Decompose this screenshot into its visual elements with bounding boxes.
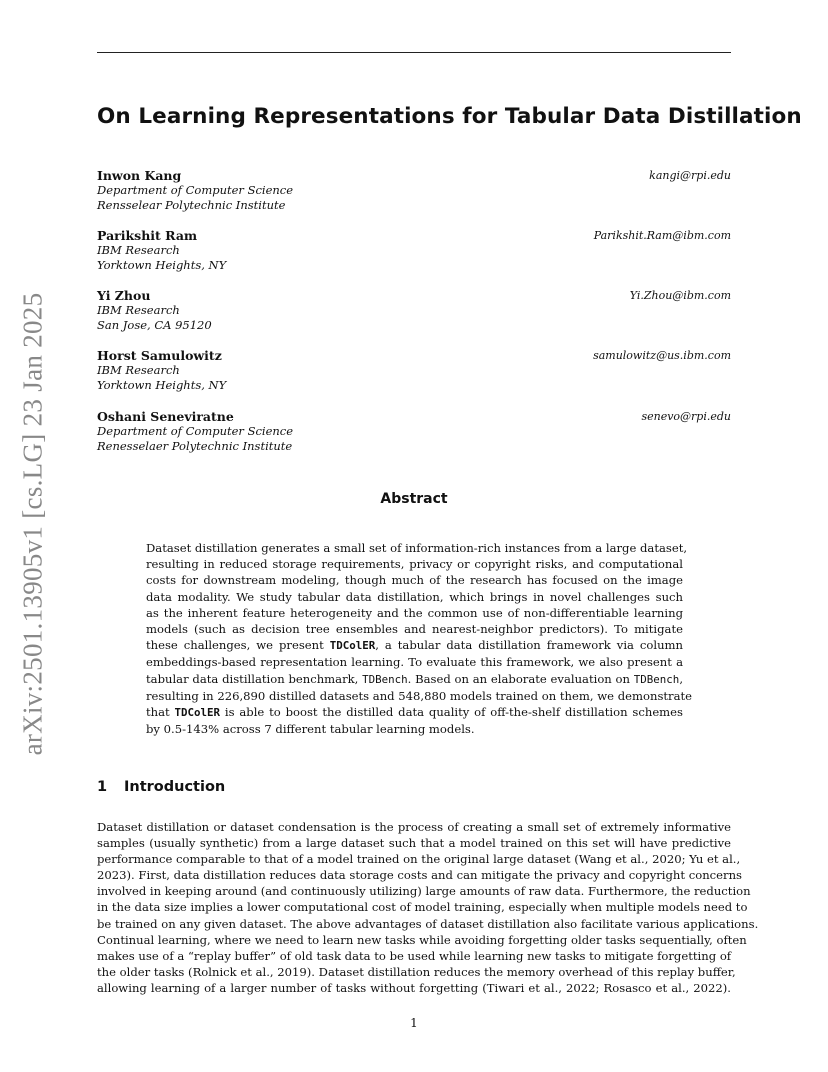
abstract-line bbox=[146, 671, 683, 688]
author-location: Yorktown Heights, NY bbox=[97, 258, 227, 272]
introduction-line: performance comparable to that of a model trained on the original large dataset (Wang et al., 2020; Yu et al., bbox=[97, 852, 741, 867]
author-affiliation: Department of Computer Science bbox=[97, 424, 294, 438]
author-affiliation: IBM Research bbox=[97, 303, 180, 317]
abstract-text: these challenges, we present bbox=[146, 638, 330, 653]
abstract-body bbox=[146, 540, 693, 737]
introduction-line: 2023). First, data distillation reduces data storage costs and can mitigate the privacy and copyright concerns bbox=[97, 868, 742, 883]
top-rule bbox=[97, 52, 731, 53]
paper-title: On Learning Representations for Tabular Data Distillation bbox=[97, 104, 802, 129]
section-title: Introduction bbox=[124, 779, 226, 795]
author-affiliation: IBM Research bbox=[97, 243, 180, 257]
author-location: San Jose, CA 95120 bbox=[97, 318, 212, 332]
author-email[interactable]: Parikshit.Ram@ibm.com bbox=[593, 229, 731, 242]
abstract-line bbox=[146, 540, 688, 556]
abstract-text: Dataset distillation generates a small set of information-rich instances from a large dataset, bbox=[146, 541, 688, 555]
author-block bbox=[97, 348, 731, 393]
abstract-line bbox=[146, 572, 683, 588]
author-location: Yorktown Heights, NY bbox=[97, 378, 227, 392]
abstract-text: is able to boost the distilled data quality of off-the-shelf distillation schemes bbox=[220, 705, 683, 720]
introduction-line: Continual learning, where we need to learn new tasks while avoiding forgetting older tasks sequentially, often bbox=[97, 932, 747, 947]
arxiv-watermark: arXiv:2501.13905v1 [cs.LG] 23 Jan 2025 bbox=[17, 292, 48, 756]
abstract-text: embeddings-based representation learning. To evaluate this framework, we also present a bbox=[146, 655, 683, 670]
author-email[interactable]: kangi@rpi.edu bbox=[649, 169, 731, 182]
abstract-text: by 0.5-143% across 7 different tabular learning models. bbox=[146, 722, 475, 737]
introduction-line: involved in keeping around (and continuously utilizing) large amounts of raw data. Furthermore, the reduction bbox=[97, 884, 751, 899]
author-affiliation: Department of Computer Science bbox=[97, 183, 294, 197]
introduction-body bbox=[97, 819, 759, 996]
author-location: Rensselear Polytechnic Institute bbox=[97, 198, 286, 212]
author-email[interactable]: senevo@rpi.edu bbox=[641, 410, 731, 423]
author-name: Parikshit Ram bbox=[97, 228, 198, 243]
page-number: 1 bbox=[410, 1016, 418, 1030]
abstract-text: resulting in reduced storage requirements, privacy or copyright risks, and computational bbox=[146, 557, 683, 572]
introduction-line: samples (usually synthetic) from a large dataset such that a model trained on this set will have predictive bbox=[97, 836, 731, 851]
abstract-line bbox=[146, 637, 683, 654]
abstract-text: resulting in 226,890 distilled datasets and 548,880 models trained on them, we demonstrate bbox=[146, 688, 693, 703]
system-name: TDBench bbox=[362, 672, 408, 686]
author-email[interactable]: Yi.Zhou@ibm.com bbox=[629, 289, 731, 302]
abstract-heading: Abstract bbox=[380, 491, 448, 507]
introduction-line: in the data size implies a lower computational cost of model training, especially when multiple models need to bbox=[97, 900, 748, 915]
section-number: 1 bbox=[97, 779, 108, 795]
author-block bbox=[97, 228, 731, 273]
abstract-line bbox=[146, 589, 683, 605]
author-name: Inwon Kang bbox=[97, 168, 182, 183]
system-name: TDColER bbox=[329, 639, 376, 653]
author-block bbox=[97, 409, 731, 454]
abstract-text: costs for downstream modeling, though much of the research has focused on the image bbox=[146, 573, 683, 588]
author-email[interactable]: samulowitz@us.ibm.com bbox=[593, 349, 731, 362]
author-name: Yi Zhou bbox=[97, 288, 151, 303]
abstract-text: tabular data distillation benchmark, bbox=[146, 671, 363, 686]
introduction-line: the older tasks (Rolnick et al., 2019). Dataset distillation reduces the memory overhead of this replay buffer, bbox=[97, 964, 736, 979]
abstract-line bbox=[146, 721, 683, 737]
introduction-line: makes use of a “replay buffer” of old task data to be used while learning new tasks to mitigate forgetting of bbox=[97, 948, 732, 963]
abstract-line bbox=[146, 688, 693, 704]
author-name: Oshani Seneviratne bbox=[97, 409, 234, 424]
abstract-text: models (such as decision tree ensembles and nearest-neighbor predictors). To mitigate bbox=[146, 622, 683, 637]
abstract-line bbox=[146, 621, 683, 637]
system-name: TDColER bbox=[174, 706, 221, 720]
introduction-line: allowing learning of a larger number of tasks without forgetting (Tiwari et al., 2022; Rosasco et al., 2022). bbox=[97, 980, 731, 995]
abstract-text: , a tabular data distillation framework via column bbox=[375, 638, 684, 653]
system-name: TDBench bbox=[633, 672, 680, 686]
introduction-line: Dataset distillation or dataset condensation is the process of creating a small set of extremely informative bbox=[97, 820, 731, 834]
abstract-text: . Based on an elaborate evaluation on bbox=[407, 671, 634, 686]
abstract-text: data modality. We study tabular data distillation, which brings in novel challenges such bbox=[146, 589, 683, 604]
abstract-line bbox=[146, 556, 683, 572]
section-heading-introduction bbox=[97, 779, 225, 795]
author-name: Horst Samulowitz bbox=[97, 348, 222, 363]
introduction-line: be trained on any given dataset. The above advantages of dataset distillation also facilitate various applications. bbox=[97, 916, 759, 931]
abstract-text: that bbox=[146, 705, 175, 720]
author-block bbox=[97, 288, 731, 333]
author-block bbox=[97, 168, 731, 213]
abstract-text: as the inherent feature heterogeneity and the common use of non-differentiable learning bbox=[146, 605, 683, 620]
abstract-text: , bbox=[679, 671, 683, 686]
author-affiliation: IBM Research bbox=[97, 363, 180, 377]
abstract-line bbox=[146, 654, 683, 670]
abstract-line bbox=[146, 605, 683, 621]
abstract-line bbox=[146, 704, 683, 721]
author-location: Renesselaer Polytechnic Institute bbox=[97, 439, 293, 453]
